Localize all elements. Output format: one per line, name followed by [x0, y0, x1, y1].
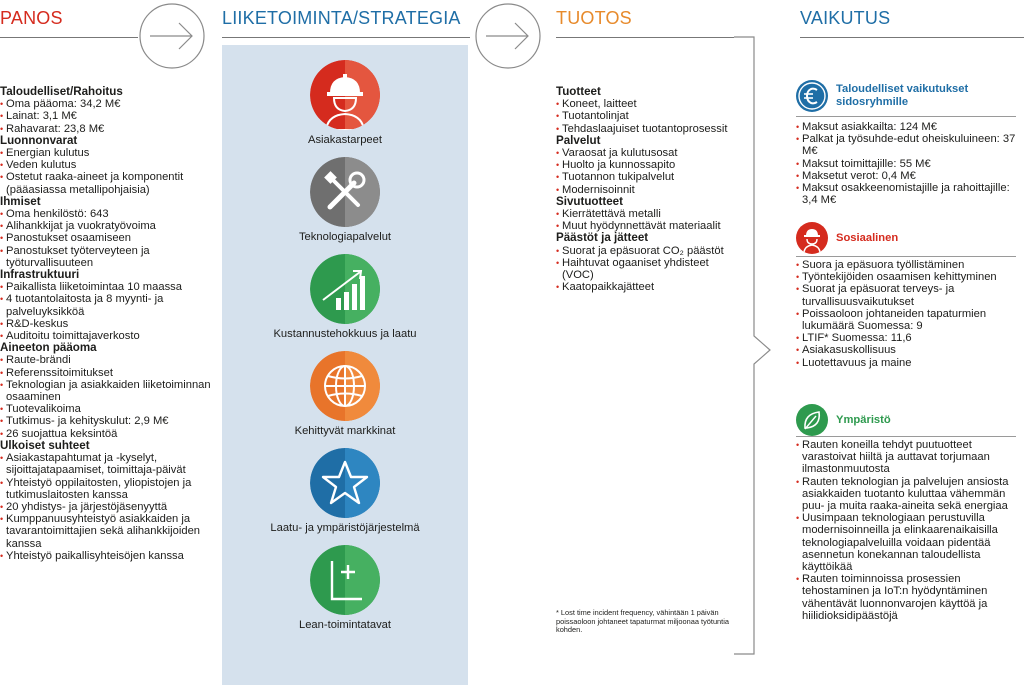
vaikutus-title: Ympäristö [836, 413, 891, 426]
strategy-label: Kehittyvät markkinat [294, 425, 396, 437]
panos-section-title: Taloudelliset/Rahoitus [0, 85, 123, 98]
list-item: • Rahavarat: 23,8 M€ [0, 123, 215, 135]
list-item: • Tehdaslaajuiset tuotantoprosessit [556, 123, 736, 135]
strategy-item-teknologiapalvelut [222, 157, 468, 243]
panos-section-2 [0, 196, 215, 269]
vaikutus-divider [796, 256, 1016, 257]
list-item: • Panostukset osaamiseen [0, 232, 215, 244]
vaikutus-divider [796, 436, 1016, 437]
list-item: • Suorat ja epäsuorat terveys- ja turvallisuusvaikutukset [796, 283, 1022, 307]
vaikutus-list-sosiaalinen [796, 259, 1022, 369]
panos-section-3 [0, 269, 215, 342]
list-item: • R&D-keskus [0, 318, 215, 330]
globe-icon [310, 351, 380, 421]
worker-helmet-icon [310, 60, 380, 130]
list-item: • Rauten toiminnoissa prosessien tehostaminen ja IoT:n hyödyntäminen vähentävät luonnonvarojen käyttöä ja hiilidioksidipäästöjä [796, 573, 1022, 622]
euro-icon [796, 80, 828, 112]
strategy-label: Asiakastarpeet [307, 134, 382, 146]
list-item: • Kumppanuusyhteistyö asiakkaiden ja tavarantoimittajien sekä alihankkijoiden kanssa [0, 513, 215, 550]
list-item: • Kaatopaikkajätteet [556, 281, 736, 293]
vaikutus-title: Sosiaalinen [836, 231, 899, 244]
header-panos: PANOS [0, 8, 63, 28]
list-item: • Haihtuvat ogaaniset yhdisteet (VOC) [556, 257, 736, 281]
header-rule-panos [0, 37, 138, 38]
list-item: • Tuotevalikoima [0, 403, 215, 415]
list-item: • Energian kulutus [0, 147, 215, 159]
list-item: • Suora ja epäsuora työllistäminen [796, 259, 1022, 271]
tuotos-section-1 [556, 135, 736, 196]
header-rule-tuotos [556, 37, 734, 38]
list-item: • Auditoitu toimittajaverkosto [0, 330, 215, 342]
list-item: • Maksetut verot: 0,4 M€ [796, 170, 1022, 182]
tuotos-section-title: Päästöt ja jätteet [556, 231, 649, 245]
list-item: • Referenssitoimitukset [0, 367, 215, 379]
list-item: • Tutkimus- ja kehityskulut: 2,9 M€ [0, 415, 215, 427]
leaf-icon [796, 404, 828, 436]
list-item: • Alihankkijat ja vuokratyövoima [0, 220, 215, 232]
header-liiketoiminta: LIIKETOIMINTA/STRATEGIA [222, 8, 461, 28]
list-item: • Työntekijöiden osaamisen kehittyminen [796, 271, 1022, 283]
tuotos-section-title: Sivutuotteet [556, 194, 623, 208]
panos-section-title: Ihmiset [0, 194, 41, 208]
strategy-label: Laatu- ja ympäristöjärjestelmä [270, 522, 420, 534]
list-item: • Suorat ja epäsuorat CO₂ päästöt [556, 245, 736, 257]
list-item: • Ostetut raaka-aineet ja komponentit (pääasiassa metallipohjaisia) [0, 171, 215, 195]
vaikutus-list-taloudelliset [796, 121, 1022, 206]
strategy-item-laatu [222, 448, 468, 534]
list-item: • Lainat: 3,1 M€ [0, 110, 215, 122]
panos-section-title: Infrastruktuuri [0, 268, 80, 282]
list-item: • Maksut asiakkailta: 124 M€ [796, 121, 1022, 133]
panos-section-title: Aineeton pääoma [0, 341, 97, 355]
panos-section-0 [0, 86, 215, 135]
tuotos-section-title: Palvelut [556, 133, 601, 147]
list-item: • Koneet, laitteet [556, 98, 736, 110]
list-item: • Rauten teknologian ja palvelujen ansiosta asiakkaiden tuotanto kuluttaa vähemmän puu- ja muita raaka-aineita sekä energiaa [796, 476, 1022, 513]
panos-section-1 [0, 135, 215, 196]
tuotos-section-3 [556, 232, 736, 293]
strategy-label: Kustannustehokkuus ja laatu [273, 328, 417, 340]
list-item: • Raute-brändi [0, 354, 215, 366]
list-item: • Teknologian ja asiakkaiden liiketoiminnan osaaminen [0, 379, 215, 403]
lean-plus-icon [310, 545, 380, 615]
strategy-item-asiakastarpeet [222, 60, 468, 146]
list-item: • Huolto ja kunnossapito [556, 159, 736, 171]
list-item: • Asiakastapahtumat ja -kyselyt, sijoittajatapaamiset, toimittaja-päivät [0, 452, 215, 476]
list-item: • Panostukset työterveyteen ja työturvallisuuteen [0, 245, 215, 269]
growth-chart-icon [310, 254, 380, 324]
strategy-item-lean [222, 545, 468, 631]
footnote: * Lost time incident frequency, vähintään 1 päivän poissaoloon johtaneet tapaturmat miljoonaa työtuntia kohden. [556, 608, 729, 635]
vaikutus-heading-ymparisto [796, 404, 891, 436]
person-icon [796, 222, 828, 254]
panos-section-title: Ulkoiset suhteet [0, 438, 90, 452]
header-tuotos: TUOTOS [556, 8, 632, 28]
star-icon [310, 448, 380, 518]
header-rule-strategy [222, 37, 470, 38]
vaikutus-heading-taloudelliset [796, 80, 1006, 112]
arrow-right-icon [138, 2, 206, 70]
tuotos-section-2 [556, 196, 736, 233]
list-item: • Rauten koneilla tehdyt puutuotteet varastoivat hiiltä ja auttavat torjumaan ilmastonmuutosta [796, 439, 1022, 476]
list-item: • Paikallista liiketoimintaa 10 maassa [0, 281, 215, 293]
header-rule-vaikutus [800, 37, 1024, 38]
list-item: • 20 yhdistys- ja järjestöjäsenyyttä [0, 501, 215, 513]
list-item: • Oma henkilöstö: 643 [0, 208, 215, 220]
strategy-label: Lean-toimintatavat [298, 619, 392, 631]
vaikutus-heading-sosiaalinen [796, 222, 898, 254]
tuotos-column [556, 86, 736, 293]
strategy-label: Teknologiapalvelut [298, 231, 392, 243]
list-item: • Yhteistyö paikallisyhteisöjen kanssa [0, 550, 215, 562]
list-item: • Modernisoinnit [556, 184, 736, 196]
list-item: • Kierrätettävä metalli [556, 208, 736, 220]
vaikutus-divider [796, 116, 1016, 117]
header-vaikutus: VAIKUTUS [800, 8, 891, 28]
list-item: • LTIF* Suomessa: 11,6 [796, 332, 1022, 344]
vaikutus-title: Taloudelliset vaikutukset sidosryhmille [836, 83, 969, 108]
list-item: • 4 tuotantolaitosta ja 8 myynti- ja palveluyksikköä [0, 293, 215, 317]
list-item: • Muut hyödynnettävät materiaalit [556, 220, 736, 232]
bracket-arrow [732, 36, 774, 656]
panos-section-5 [0, 440, 215, 562]
list-item: • Luotettavuus ja maine [796, 357, 1022, 369]
tuotos-section-0 [556, 86, 736, 135]
list-item: • Poissaoloon johtaneiden tapaturmien lukumäärä Suomessa: 9 [796, 308, 1022, 332]
tuotos-section-title: Tuotteet [556, 85, 601, 98]
list-item: • Asiakasuskollisuus [796, 344, 1022, 356]
panos-column [0, 86, 215, 562]
list-item: • Yhteistyö oppilaitosten, yliopistojen ja tutkimuslaitosten kanssa [0, 477, 215, 501]
arrow-right-icon [474, 2, 542, 70]
list-item: • Maksut toimittajille: 55 M€ [796, 158, 1022, 170]
strategy-item-kustannustehokkuus [222, 254, 468, 340]
list-item: • Uusimpaan teknologiaan perustuvilla modernisoinneilla ja elinkaarenaikaisilla teknologiapalveluilla voidaan pidentää asennetun konekannan taloudellista käyttöikää [796, 512, 1022, 573]
list-item: • Tuotantolinjat [556, 110, 736, 122]
vaikutus-list-ymparisto [796, 439, 1022, 622]
tools-icon [310, 157, 380, 227]
list-item: • Veden kulutus [0, 159, 215, 171]
list-item: • Palkat ja työsuhde-edut oheiskuluineen: 37 M€ [796, 133, 1022, 157]
strategy-item-kehittyvat-markkinat [222, 351, 468, 437]
list-item: • Maksut osakkeenomistajille ja rahoittajille: 3,4 M€ [796, 182, 1022, 206]
list-item: • Oma pääoma: 34,2 M€ [0, 98, 215, 110]
panos-section-title: Luonnonvarat [0, 133, 78, 147]
panos-section-4 [0, 342, 215, 440]
list-item: • Tuotannon tukipalvelut [556, 171, 736, 183]
list-item: • 26 suojattua keksintöä [0, 428, 215, 440]
list-item: • Varaosat ja kulutusosat [556, 147, 736, 159]
